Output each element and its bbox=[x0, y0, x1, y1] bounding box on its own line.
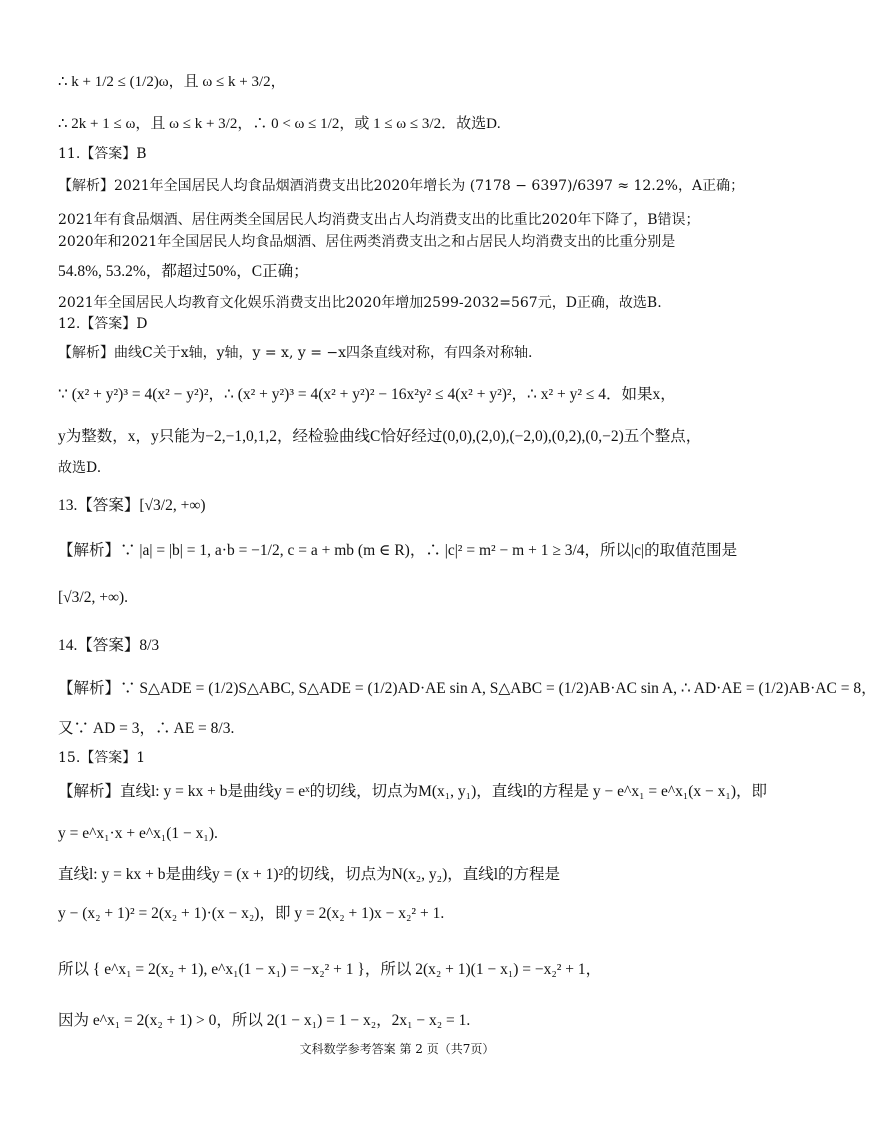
q14-analysis-2: 又∵ AD = 3，∴ AE = 8/3. bbox=[58, 720, 235, 737]
line-2: ∴ 2k + 1 ≤ ω，且 ω ≤ k + 3/2，∴ 0 < ω ≤ 1/2，或 1 ≤ ω ≤ 3/2．故选D. bbox=[58, 116, 501, 132]
q13-analysis-1: 【解析】∵ |a| = |b| = 1, a·b = −1/2, c = a + mb (m ∈ R)，∴ |c|² = m² − m + 1 ≥ 3/4，所以|c|的取值范围是 bbox=[58, 542, 738, 559]
q13-answer: 13.【答案】[√3/2, +∞) bbox=[58, 497, 206, 514]
q15-analysis-4: y − (x₂ + 1)² = 2(x₂ + 1)·(x − x₂)，即 y = 2(x₂ + 1)x − x₂² + 1. bbox=[58, 905, 445, 922]
q14-analysis-1: 【解析】∵ S△ADE = (1/2)S△ABC, S△ADE = (1/2)AD·AE sin A, S△ABC = (1/2)AB·AC sin A, ∴ AD·AE = (1/2)AB·AC = 8， bbox=[58, 680, 877, 697]
q15-analysis-3: 直线l: y = kx + b是曲线y = (x + 1)²的切线，切点为N(x₂, y₂)，直线l的方程是 bbox=[58, 866, 561, 883]
page-footer: 文科数学参考答案 第 2 页（共7页） bbox=[299, 1042, 495, 1056]
q11-analysis-c2: 54.8%, 53.2%，都超过50%，C正确； bbox=[58, 263, 309, 280]
q15-answer: 15.【答案】1 bbox=[58, 750, 146, 766]
q13-analysis-2: [√3/2, +∞). bbox=[58, 589, 129, 606]
q12-analysis-1: 【解析】曲线C关于x轴，y轴，y = x, y = −x四条直线对称，有四条对称轴. bbox=[58, 345, 533, 361]
q15-analysis-1: 【解析】直线l: y = kx + b是曲线y = eˣ的切线，切点为M(x₁, y₁)，直线l的方程是 y − e^x₁ = e^x₁(x − x₁)，即 bbox=[58, 783, 767, 800]
q11-analysis-a: 【解析】2021年全国居民人均食品烟酒消费支出比2020年增长为 (7178 − 6397)/6397 ≈ 12.2%，A正确； bbox=[58, 178, 745, 194]
q12-answer: 12.【答案】D bbox=[58, 316, 148, 332]
q11-analysis-d: 2021年全国居民人均教育文化娱乐消费支出比2020年增加2599-2032=567元，D正确，故选B. bbox=[58, 295, 662, 311]
q11-analysis-c1: 2020年和2021年全国居民人均食品烟酒、居住两类消费支出之和占居民人均消费支出的比重分别是 bbox=[58, 234, 676, 250]
line-1: ∴ k + 1/2 ≤ (1/2)ω，且 ω ≤ k + 3/2， bbox=[58, 74, 286, 90]
q12-analysis-3: y为整数，x，y只能为−2,−1,0,1,2，经检验曲线C恰好经过(0,0),(2,0),(−2,0),(0,2),(0,−2)五个整点， bbox=[58, 428, 702, 445]
q11-analysis-b: 2021年有食品烟酒、居住两类全国居民人均消费支出占人均消费支出的比重比2020年下降了，B错误； bbox=[58, 212, 700, 228]
q11-answer: 11.【答案】B bbox=[58, 146, 147, 162]
q15-analysis-2: y = e^x₁·x + e^x₁(1 − x₁). bbox=[58, 825, 218, 842]
q15-analysis-6: 因为 e^x₁ = 2(x₂ + 1) > 0，所以 2(1 − x₁) = 1 − x₂，2x₁ − x₂ = 1. bbox=[58, 1012, 471, 1029]
q12-analysis-4: 故选D. bbox=[58, 460, 102, 476]
q14-answer: 14.【答案】8/3 bbox=[58, 637, 160, 654]
q12-analysis-2: ∵ (x² + y²)³ = 4(x² − y²)²，∴ (x² + y²)³ = 4(x² + y²)² − 16x²y² ≤ 4(x² + y²)²，∴ x² + y² ≤ 4．如果x， bbox=[58, 386, 676, 403]
q15-analysis-5: 所以 { e^x₁ = 2(x₂ + 1), e^x₁(1 − x₁) = −x₂² + 1 }，所以 2(x₂ + 1)(1 − x₁) = −x₂² + 1， bbox=[58, 961, 602, 978]
